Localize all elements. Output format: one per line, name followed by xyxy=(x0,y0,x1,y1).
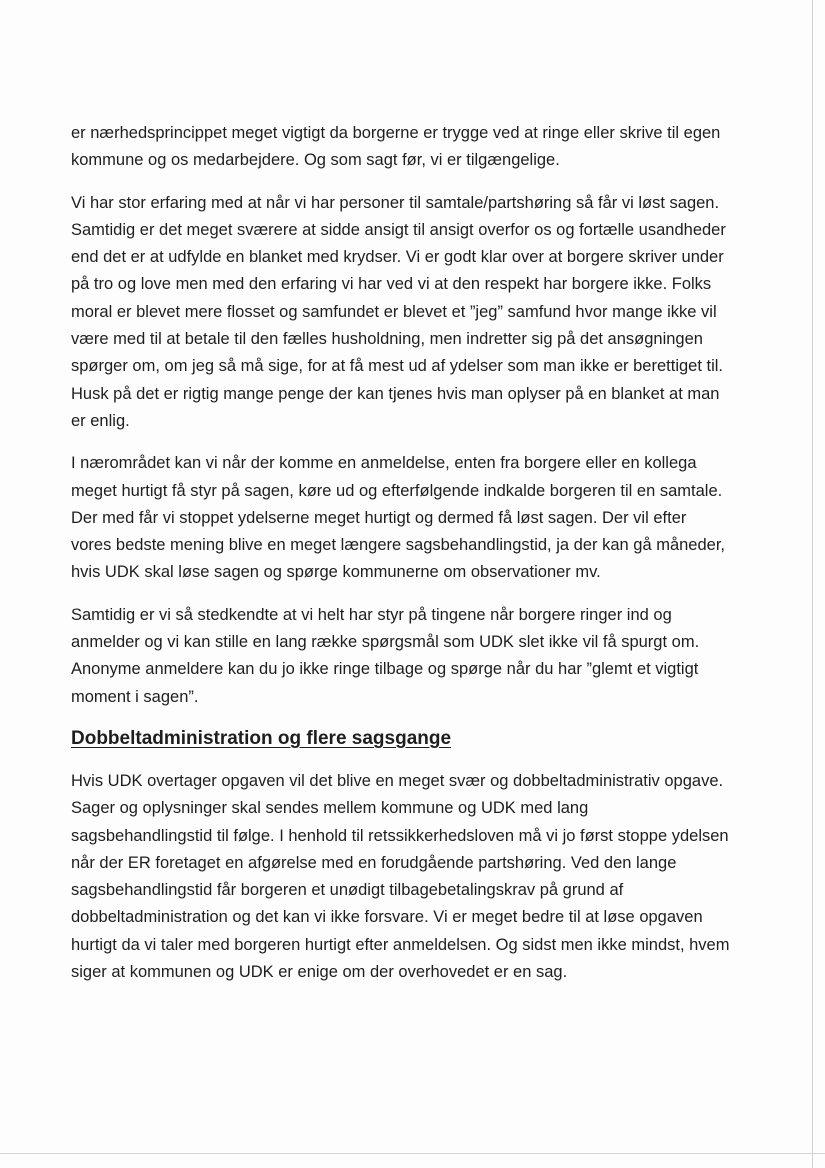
paragraph-stedkendte: Samtidig er vi så stedkendte at vi helt har styr på tingene når borgere ringer ind og anmelder og vi kan stille en lang række spørgsmål som UDK slet ikke vil få spurgt om. Anonyme anmeldere kan du jo ikke ringe tilbage og spørge når du har ”glemt et vigtigt moment i sagen”. xyxy=(71,605,700,706)
section-heading-dobbeltadministration: Dobbeltadministration og flere sagsgange xyxy=(71,727,452,749)
paragraph-naerhedsprincippet: er nærhedsprincippet meget vigtigt da borgerne er trygge ved at ringe eller skrive til egen kommune og os medarbejdere. Og som sagt før, vi er tilgængelige. xyxy=(71,124,721,170)
document-body xyxy=(71,120,731,1001)
paragraph-udk-overtager: Hvis UDK overtager opgaven vil det blive en meget svær og dobbeltadministrativ opgave. Sager og oplysninger skal sendes mellem kommune og UDK med lang sagsbehandlingstid til følge. I henhold til retssikkerhedsloven må vi jo først stoppe ydelsen når der ER foretaget en afgørelse med en forudgående partshøring. Ved den lange sagsbehandlingstid får borgeren et unødigt tilbagebetalingskrav på grund af dobbeltadministration og det kan vi ikke forsvare. Vi er meget bedre til at løse opgaven hurtigt da vi taler med borgeren hurtigt efter anmeldelsen. Og sidst men ikke mindst, hvem siger at kommunen og UDK er enige om der overhovedet er en sag. xyxy=(71,771,730,982)
scan-edge-bottom xyxy=(0,1153,825,1154)
scan-edge-right xyxy=(812,0,813,1168)
paragraph-naeromraadet: I nærområdet kan vi når der komme en anmeldelse, enten fra borgere eller en kollega meget hurtigt få styr på sagen, køre ud og efterfølgende indkalde borgeren til en samtale. Der med får vi stoppet ydelserne meget hurtigt og dermed få løst sagen. Der vil efter vores bedste mening blive en meget længere sagsbehandlingstid, ja der kan gå måneder, hvis UDK skal løse sagen og spørge kommunerne om observationer mv. xyxy=(71,454,725,582)
paragraph-erfaring-samtale: Vi har stor erfaring med at når vi har personer til samtale/partshøring så får vi løst sagen. Samtidig er det meget sværere at sidde ansigt til ansigt overfor os og fortælle usandheder end det er at udfylde en blanket med krydser. Vi er godt klar over at borgere skriver under på tro og love men med den erfaring vi har ved vi at den respekt har borgere ikke. Folks moral er blevet mere flosset og samfundet er blevet et ”jeg” samfund hvor mange ikke vil være med til at betale til den fælles husholdning, men indretter sig på det ansøgningen spørger om, om jeg så må sige, for at få mest ud af ydelser som man ikke er berettiget til. Husk på det er rigtig mange penge der kan tjenes hvis man oplyser på en blanket at man er enlig. xyxy=(71,193,726,430)
